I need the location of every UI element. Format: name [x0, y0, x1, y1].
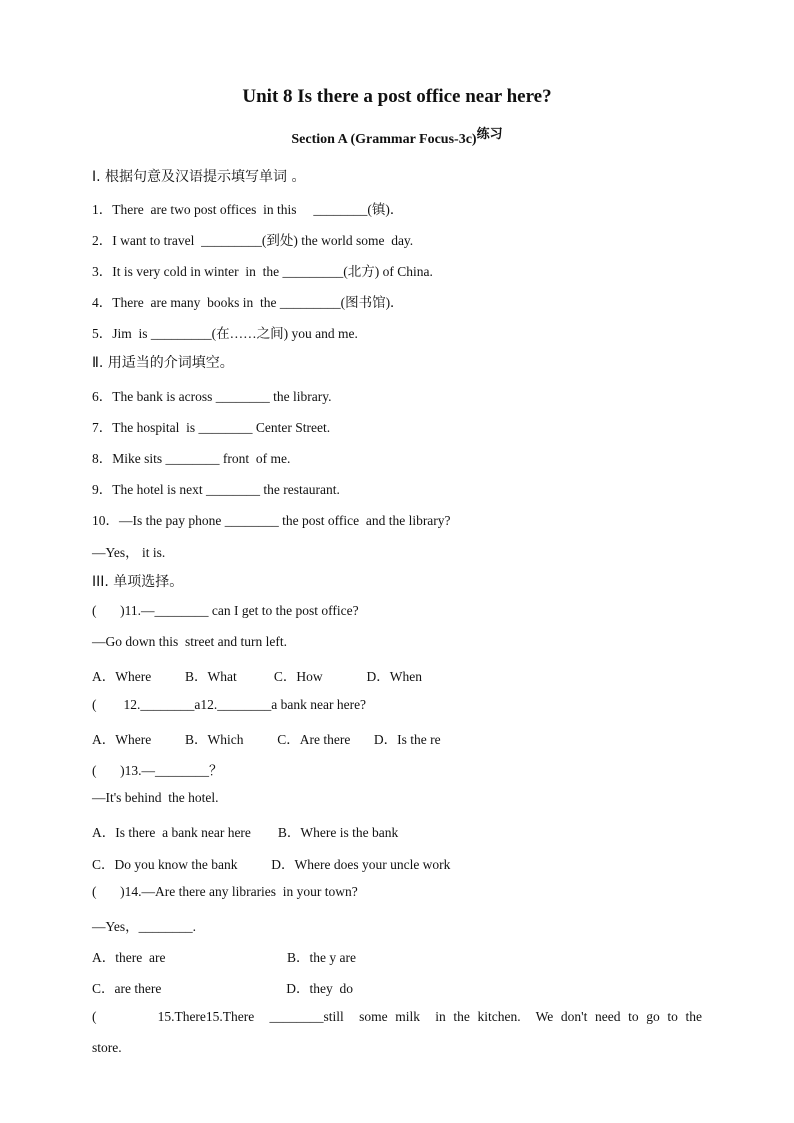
question-8: 8．Mike sits ________ front of me. — [92, 451, 291, 466]
question-14: ( )14.—Are there any libraries in your town? — [92, 884, 358, 899]
page-subtitle — [0, 128, 794, 148]
question-6: 6．The bank is across ________ the library. — [92, 389, 332, 404]
question-12: ( 12.________a12.________a bank near here? — [92, 697, 367, 712]
question-2: 2．I want to travel _________(到处) the world some day. — [92, 233, 414, 248]
question-1: 1．There are two post offices in this ________(镇)． — [92, 202, 404, 217]
subtitle-suffix: 练习 — [476, 127, 503, 142]
question-13-options-ab: A．Is there a bank near here B．Where is the bank — [92, 825, 399, 840]
question-14-dialog: —Yes，________. — [92, 919, 197, 934]
section-2-heading: Ⅱ. 用适当的介词填空。 — [92, 355, 234, 371]
question-9: 9．The hotel is next ________ the restaurant. — [92, 482, 340, 497]
question-11-dialog: —Go down this street and turn left. — [92, 634, 287, 649]
question-11-options: A．Where B．What C．How D．When — [92, 669, 422, 684]
page-title: Unit 8 Is there a post office near here? — [242, 86, 552, 107]
question-4: 4．There are many books in the _________(图书馆)． — [92, 295, 404, 310]
question-14-options-cd: C．are there D．they do — [92, 981, 353, 996]
question-13-options-cd: C．Do you know the bank D．Where does your uncle work — [92, 857, 451, 872]
question-10-answer: —Yes， it is. — [92, 545, 166, 560]
question-15: ( 15.There15.There ________still some milk in the kitchen. We don't need to go to the — [92, 1009, 702, 1024]
section-1-heading: Ⅰ. 根据句意及汉语提示填写单词 。 — [92, 169, 306, 185]
question-11: ( )11.—________ can I get to the post office? — [92, 603, 359, 618]
question-5: 5．Jim is _________(在……之间) you and me. — [92, 326, 358, 341]
question-3: 3．It is very cold in winter in the _________(北方) of China. — [92, 264, 433, 279]
question-14-options-ab: A．there are B．the y are — [92, 950, 356, 965]
subtitle-main: Section A (Grammar Focus-3c) — [291, 132, 477, 147]
question-13: ( )13.—________？ — [92, 763, 223, 778]
question-10: 10．—Is the pay phone ________ the post office and the library? — [92, 513, 451, 528]
section-3-heading: III. 单项选择。 — [92, 574, 184, 590]
question-15-continued: store. — [92, 1040, 122, 1055]
question-13-dialog: —It's behind the hotel. — [92, 790, 219, 805]
question-7: 7．The hospital is ________ Center Street. — [92, 420, 331, 435]
question-12-options: A．Where B．Which C．Are there D．Is the re — [92, 732, 441, 747]
